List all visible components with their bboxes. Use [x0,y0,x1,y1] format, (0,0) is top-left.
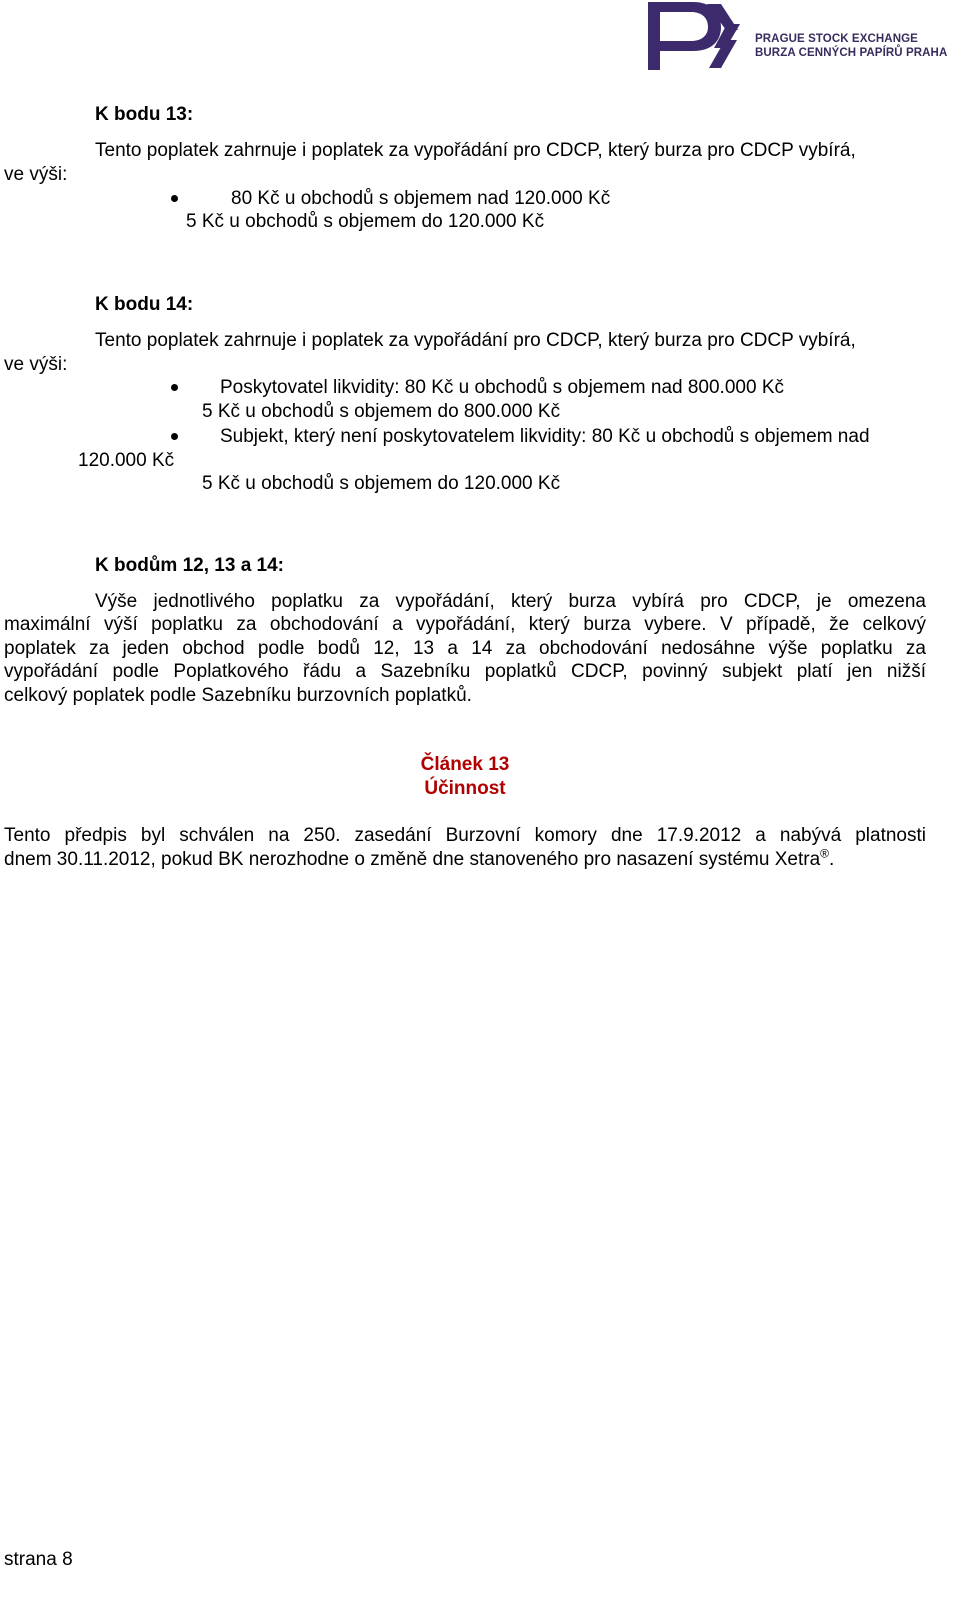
section14-item1: Poskytovatel likvidity: 80 Kč u obchodů s objemem nad 800.000 Kč [220,377,784,398]
section13-heading: K bodu 13: [95,104,194,125]
section-all-heading: K bodům 12, 13 a 14: [95,555,285,576]
section14-intro: Tento poplatek zahrnuje i poplatek za vypořádání pro CDCP, který burza pro CDCP vybírá, [95,330,856,351]
logo-text-cz: BURZA CENNÝCH PAPÍRŮ PRAHA [755,47,948,59]
registered-mark: ® [820,846,829,861]
article-subtitle: Účinnost [424,778,506,799]
section14-item2-cont: 5 Kč u obchodů s objemem do 120.000 Kč [202,473,561,494]
section-all-line3: poplatek za jeden obchod podle bodů 12, 13 a 14 za obchodování nedosáhne výše poplatku za [4,638,926,659]
section14-item1-cont: 5 Kč u obchodů s objemem do 800.000 Kč [202,401,561,422]
article-line2 [4,848,834,872]
bullet-icon [171,384,178,391]
article-line2-end: . [829,849,835,870]
section14-label: ve výši: [4,354,68,375]
section-all-line5: celkový poplatek podle Sazebníku burzovních poplatků. [4,685,472,706]
section13-item1: 80 Kč u obchodů s objemem nad 120.000 Kč [231,188,611,209]
article-title: Článek 13 [420,754,510,775]
section13-intro: Tento poplatek zahrnuje i poplatek za vypořádání pro CDCP, který burza pro CDCP vybírá, [95,140,856,161]
bullet-icon [171,195,178,202]
section13-label: ve výši: [4,164,68,185]
section-all-line4: vypořádání podle Poplatkového řádu a Sazebníku poplatků CDCP, povinný subjekt platí jen nižší [4,661,926,682]
article-line1: Tento předpis byl schválen na 250. zasedání Burzovní komory dne 17.9.2012 a nabývá platnosti [4,825,926,846]
section14-item2: Subjekt, který není poskytovatelem likvidity: 80 Kč u obchodů s objemem nad [220,426,870,447]
section-all-line2: maximální výší poplatku za obchodování a vypořádání, který burza vybere. V případě, že celkový [4,614,926,635]
logo-text-en: PRAGUE STOCK EXCHANGE [755,33,918,45]
section-all-line1: Výše jednotlivého poplatku za vypořádání, který burza vybírá pro CDCP, je omezena [95,591,926,612]
section14-heading: K bodu 14: [95,294,194,315]
article-line2-text: dnem 30.11.2012, pokud BK nerozhodne o změně dne stanoveného pro nasazení systému Xetra [4,849,821,870]
bullet-icon [171,433,178,440]
section13-item1-cont: 5 Kč u obchodů s objemem do 120.000 Kč [186,211,545,232]
section14-item2-wrap: 120.000 Kč [78,450,175,471]
page-number: strana 8 [4,1549,73,1570]
